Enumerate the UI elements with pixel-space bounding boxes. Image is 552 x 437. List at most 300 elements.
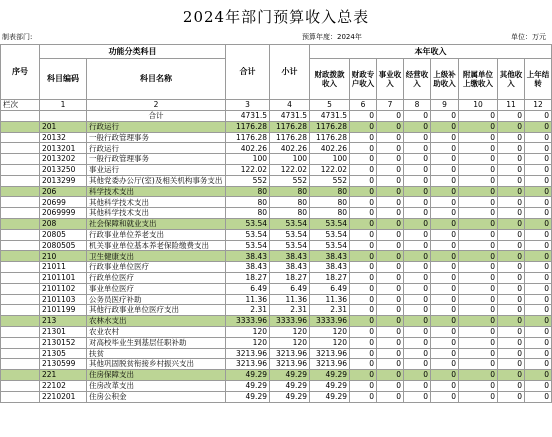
carryover-cell: 0 bbox=[525, 240, 552, 251]
affiliated-cell: 0 bbox=[459, 208, 498, 219]
index-label: 栏次 bbox=[1, 100, 40, 111]
carryover-cell: 0 bbox=[525, 294, 552, 305]
special-cell: 0 bbox=[350, 326, 377, 337]
name-cell: 行政运行 bbox=[87, 143, 226, 154]
carryover-cell: 0 bbox=[525, 186, 552, 197]
code-cell: 2101102 bbox=[40, 283, 87, 294]
upper-subsidy-cell: 0 bbox=[431, 294, 459, 305]
special-cell: 0 bbox=[350, 143, 377, 154]
budget-income-table bbox=[0, 44, 552, 403]
carryover-cell: 0 bbox=[525, 164, 552, 175]
carryover-cell: 0 bbox=[525, 337, 552, 348]
other-cell: 0 bbox=[498, 262, 525, 273]
business-cell: 0 bbox=[377, 251, 404, 262]
operating-cell: 0 bbox=[404, 121, 431, 132]
code-cell: 20805 bbox=[40, 229, 87, 240]
upper-subsidy-cell: 0 bbox=[431, 251, 459, 262]
table-row bbox=[1, 262, 552, 273]
table-row bbox=[1, 391, 552, 402]
operating-cell: 0 bbox=[404, 316, 431, 327]
subtotal-cell: 49.29 bbox=[270, 370, 310, 381]
upper-subsidy-cell: 0 bbox=[431, 164, 459, 175]
seq-header: 序号 bbox=[1, 45, 40, 100]
code-cell: 2080505 bbox=[40, 240, 87, 251]
affiliated-cell: 0 bbox=[459, 326, 498, 337]
seq-cell bbox=[1, 294, 40, 305]
name-cell: 事业运行 bbox=[87, 164, 226, 175]
affiliated-cell: 0 bbox=[459, 154, 498, 165]
subtotal-cell: 100 bbox=[270, 154, 310, 165]
name-header: 科目名称 bbox=[87, 59, 226, 100]
code-cell: 2210201 bbox=[40, 391, 87, 402]
affiliated-cell: 0 bbox=[459, 359, 498, 370]
total-cell: 53.54 bbox=[226, 218, 270, 229]
business-cell: 0 bbox=[377, 240, 404, 251]
fiscal-header: 财政拨款收入 bbox=[310, 59, 350, 100]
operating-cell: 0 bbox=[404, 294, 431, 305]
fiscal-cell: 3333.96 bbox=[310, 316, 350, 327]
seq-cell bbox=[1, 132, 40, 143]
affiliated-cell: 0 bbox=[459, 111, 498, 122]
special-cell: 0 bbox=[350, 316, 377, 327]
code-cell: 2013250 bbox=[40, 164, 87, 175]
seq-cell bbox=[1, 197, 40, 208]
upper-subsidy-cell: 0 bbox=[431, 326, 459, 337]
special-cell: 0 bbox=[350, 208, 377, 219]
carryover-cell: 0 bbox=[525, 175, 552, 186]
subtotal-cell: 49.29 bbox=[270, 391, 310, 402]
code-cell: 21305 bbox=[40, 348, 87, 359]
affiliated-cell: 0 bbox=[459, 121, 498, 132]
affiliated-header: 附属单位上缴收入 bbox=[459, 59, 498, 100]
code-cell: 20699 bbox=[40, 197, 87, 208]
carryover-cell: 0 bbox=[525, 326, 552, 337]
business-header: 事业收入 bbox=[377, 59, 404, 100]
name-cell: 农业农村 bbox=[87, 326, 226, 337]
operating-cell: 0 bbox=[404, 337, 431, 348]
index-cell: 2 bbox=[87, 100, 226, 111]
other-cell: 0 bbox=[498, 251, 525, 262]
operating-cell: 0 bbox=[404, 132, 431, 143]
seq-cell bbox=[1, 359, 40, 370]
affiliated-cell: 0 bbox=[459, 164, 498, 175]
upper-subsidy-cell: 0 bbox=[431, 348, 459, 359]
other-cell: 0 bbox=[498, 305, 525, 316]
business-cell: 0 bbox=[377, 348, 404, 359]
special-cell: 0 bbox=[350, 391, 377, 402]
business-cell: 0 bbox=[377, 316, 404, 327]
other-cell: 0 bbox=[498, 359, 525, 370]
upper-subsidy-cell: 0 bbox=[431, 359, 459, 370]
upper-subsidy-cell: 0 bbox=[431, 111, 459, 122]
code-cell: 2013202 bbox=[40, 154, 87, 165]
affiliated-cell: 0 bbox=[459, 218, 498, 229]
fiscal-cell: 49.29 bbox=[310, 370, 350, 381]
carryover-cell: 0 bbox=[525, 262, 552, 273]
index-cell: 6 bbox=[350, 100, 377, 111]
subtotal-cell: 1176.28 bbox=[270, 132, 310, 143]
code-cell: 208 bbox=[40, 218, 87, 229]
other-cell: 0 bbox=[498, 326, 525, 337]
name-cell: 其他巩固脱贫衔接乡村振兴支出 bbox=[87, 359, 226, 370]
index-cell: 5 bbox=[310, 100, 350, 111]
seq-cell bbox=[1, 305, 40, 316]
upper-subsidy-cell: 0 bbox=[431, 132, 459, 143]
subtotal-cell: 53.54 bbox=[270, 240, 310, 251]
seq-cell bbox=[1, 251, 40, 262]
carryover-cell: 0 bbox=[525, 208, 552, 219]
operating-cell: 0 bbox=[404, 380, 431, 391]
table-row bbox=[1, 337, 552, 348]
affiliated-cell: 0 bbox=[459, 143, 498, 154]
special-cell: 0 bbox=[350, 154, 377, 165]
code-cell: 21011 bbox=[40, 262, 87, 273]
other-cell: 0 bbox=[498, 111, 525, 122]
other-cell: 0 bbox=[498, 218, 525, 229]
subtotal-cell: 80 bbox=[270, 186, 310, 197]
carryover-cell: 0 bbox=[525, 380, 552, 391]
seq-cell bbox=[1, 391, 40, 402]
subtotal-cell: 18.27 bbox=[270, 272, 310, 283]
upper-subsidy-cell: 0 bbox=[431, 283, 459, 294]
special-cell: 0 bbox=[350, 186, 377, 197]
carryover-cell: 0 bbox=[525, 111, 552, 122]
subtotal-cell: 38.43 bbox=[270, 251, 310, 262]
name-cell: 住房保障支出 bbox=[87, 370, 226, 381]
total-cell: 1176.28 bbox=[226, 121, 270, 132]
fiscal-cell: 2.31 bbox=[310, 305, 350, 316]
seq-cell bbox=[1, 272, 40, 283]
total-cell: 49.29 bbox=[226, 370, 270, 381]
business-cell: 0 bbox=[377, 391, 404, 402]
upper-subsidy-header: 上级补助收入 bbox=[431, 59, 459, 100]
name-cell: 公务员医疗补助 bbox=[87, 294, 226, 305]
code-cell: 2101101 bbox=[40, 272, 87, 283]
special-cell: 0 bbox=[350, 218, 377, 229]
operating-cell: 0 bbox=[404, 326, 431, 337]
affiliated-cell: 0 bbox=[459, 348, 498, 359]
name-cell: 农林水支出 bbox=[87, 316, 226, 327]
carryover-cell: 0 bbox=[525, 197, 552, 208]
special-cell: 0 bbox=[350, 197, 377, 208]
code-cell bbox=[40, 111, 87, 122]
total-cell: 1176.28 bbox=[226, 132, 270, 143]
business-cell: 0 bbox=[377, 111, 404, 122]
special-cell: 0 bbox=[350, 164, 377, 175]
carryover-cell: 0 bbox=[525, 251, 552, 262]
prepared-by-label: 制表部门: bbox=[2, 33, 33, 41]
table-row bbox=[1, 294, 552, 305]
total-row bbox=[1, 111, 552, 122]
name-cell: 卫生健康支出 bbox=[87, 251, 226, 262]
carryover-cell: 0 bbox=[525, 391, 552, 402]
operating-cell: 0 bbox=[404, 262, 431, 273]
business-cell: 0 bbox=[377, 229, 404, 240]
other-cell: 0 bbox=[498, 197, 525, 208]
total-cell: 38.43 bbox=[226, 262, 270, 273]
name-cell: 其他科学技术支出 bbox=[87, 208, 226, 219]
carryover-cell: 0 bbox=[525, 359, 552, 370]
other-cell: 0 bbox=[498, 121, 525, 132]
name-cell: 行政事业单位养老支出 bbox=[87, 229, 226, 240]
affiliated-cell: 0 bbox=[459, 370, 498, 381]
table-row bbox=[1, 143, 552, 154]
seq-cell bbox=[1, 143, 40, 154]
total-cell: 402.26 bbox=[226, 143, 270, 154]
operating-cell: 0 bbox=[404, 111, 431, 122]
table-row bbox=[1, 380, 552, 391]
seq-cell bbox=[1, 218, 40, 229]
subtotal-cell: 402.26 bbox=[270, 143, 310, 154]
special-cell: 0 bbox=[350, 380, 377, 391]
upper-subsidy-cell: 0 bbox=[431, 143, 459, 154]
index-cell: 11 bbox=[498, 100, 525, 111]
table-row bbox=[1, 218, 552, 229]
affiliated-cell: 0 bbox=[459, 262, 498, 273]
special-cell: 0 bbox=[350, 348, 377, 359]
special-cell: 0 bbox=[350, 132, 377, 143]
business-cell: 0 bbox=[377, 121, 404, 132]
index-cell: 12 bbox=[525, 100, 552, 111]
fiscal-cell: 49.29 bbox=[310, 391, 350, 402]
operating-header: 经营收入 bbox=[404, 59, 431, 100]
special-cell: 0 bbox=[350, 121, 377, 132]
name-cell: 合计 bbox=[87, 111, 226, 122]
index-row bbox=[1, 100, 552, 111]
code-header: 科目编码 bbox=[40, 59, 87, 100]
table-row bbox=[1, 154, 552, 165]
fiscal-cell: 120 bbox=[310, 337, 350, 348]
business-cell: 0 bbox=[377, 186, 404, 197]
index-cell: 4 bbox=[270, 100, 310, 111]
total-cell: 2.31 bbox=[226, 305, 270, 316]
affiliated-cell: 0 bbox=[459, 305, 498, 316]
subtotal-cell: 120 bbox=[270, 337, 310, 348]
name-cell: 其他行政事业单位医疗支出 bbox=[87, 305, 226, 316]
fiscal-cell: 38.43 bbox=[310, 251, 350, 262]
total-cell: 3213.96 bbox=[226, 348, 270, 359]
operating-cell: 0 bbox=[404, 143, 431, 154]
fiscal-cell: 1176.28 bbox=[310, 121, 350, 132]
other-cell: 0 bbox=[498, 143, 525, 154]
operating-cell: 0 bbox=[404, 240, 431, 251]
business-cell: 0 bbox=[377, 143, 404, 154]
table-row bbox=[1, 208, 552, 219]
special-cell: 0 bbox=[350, 251, 377, 262]
business-cell: 0 bbox=[377, 175, 404, 186]
business-cell: 0 bbox=[377, 294, 404, 305]
carryover-cell: 0 bbox=[525, 143, 552, 154]
currency-unit-label: 单位：万元 bbox=[511, 33, 546, 41]
upper-subsidy-cell: 0 bbox=[431, 316, 459, 327]
total-cell: 49.29 bbox=[226, 380, 270, 391]
seq-cell bbox=[1, 337, 40, 348]
fiscal-cell: 11.36 bbox=[310, 294, 350, 305]
table-row bbox=[1, 370, 552, 381]
table-row bbox=[1, 132, 552, 143]
total-cell: 53.54 bbox=[226, 240, 270, 251]
total-cell: 53.54 bbox=[226, 229, 270, 240]
subtotal-cell: 38.43 bbox=[270, 262, 310, 273]
name-cell: 住房公积金 bbox=[87, 391, 226, 402]
code-cell: 201 bbox=[40, 121, 87, 132]
total-cell: 552 bbox=[226, 175, 270, 186]
business-cell: 0 bbox=[377, 154, 404, 165]
upper-subsidy-cell: 0 bbox=[431, 186, 459, 197]
affiliated-cell: 0 bbox=[459, 175, 498, 186]
upper-subsidy-cell: 0 bbox=[431, 154, 459, 165]
subtotal-cell: 552 bbox=[270, 175, 310, 186]
total-cell: 100 bbox=[226, 154, 270, 165]
seq-cell bbox=[1, 175, 40, 186]
seq-cell bbox=[1, 164, 40, 175]
total-cell: 80 bbox=[226, 197, 270, 208]
business-cell: 0 bbox=[377, 262, 404, 273]
subtotal-cell: 80 bbox=[270, 197, 310, 208]
other-cell: 0 bbox=[498, 272, 525, 283]
other-cell: 0 bbox=[498, 316, 525, 327]
total-cell: 49.29 bbox=[226, 391, 270, 402]
affiliated-cell: 0 bbox=[459, 132, 498, 143]
table-row bbox=[1, 197, 552, 208]
business-cell: 0 bbox=[377, 359, 404, 370]
operating-cell: 0 bbox=[404, 175, 431, 186]
fiscal-cell: 53.54 bbox=[310, 240, 350, 251]
business-cell: 0 bbox=[377, 283, 404, 294]
operating-cell: 0 bbox=[404, 154, 431, 165]
fiscal-cell: 53.54 bbox=[310, 229, 350, 240]
special-cell: 0 bbox=[350, 111, 377, 122]
name-cell: 行政单位医疗 bbox=[87, 272, 226, 283]
subtotal-cell: 3213.96 bbox=[270, 348, 310, 359]
upper-subsidy-cell: 0 bbox=[431, 240, 459, 251]
affiliated-cell: 0 bbox=[459, 391, 498, 402]
code-cell: 22102 bbox=[40, 380, 87, 391]
operating-cell: 0 bbox=[404, 283, 431, 294]
upper-subsidy-cell: 0 bbox=[431, 121, 459, 132]
table-row bbox=[1, 326, 552, 337]
other-cell: 0 bbox=[498, 240, 525, 251]
name-cell: 行政事业单位医疗 bbox=[87, 262, 226, 273]
seq-cell bbox=[1, 240, 40, 251]
seq-cell bbox=[1, 283, 40, 294]
total-cell: 11.36 bbox=[226, 294, 270, 305]
name-cell: 行政运行 bbox=[87, 121, 226, 132]
total-cell: 38.43 bbox=[226, 251, 270, 262]
business-cell: 0 bbox=[377, 370, 404, 381]
other-cell: 0 bbox=[498, 175, 525, 186]
fiscal-cell: 4731.5 bbox=[310, 111, 350, 122]
carryover-cell: 0 bbox=[525, 229, 552, 240]
table-row bbox=[1, 251, 552, 262]
name-cell: 扶贫 bbox=[87, 348, 226, 359]
index-cell: 7 bbox=[377, 100, 404, 111]
name-cell: 科学技术支出 bbox=[87, 186, 226, 197]
fiscal-cell: 49.29 bbox=[310, 380, 350, 391]
index-cell: 10 bbox=[459, 100, 498, 111]
seq-cell bbox=[1, 111, 40, 122]
name-cell: 住房改革支出 bbox=[87, 380, 226, 391]
fiscal-cell: 80 bbox=[310, 197, 350, 208]
special-cell: 0 bbox=[350, 294, 377, 305]
special-cell: 0 bbox=[350, 370, 377, 381]
page-title: 2024年部门预算收入总表 bbox=[182, 8, 370, 26]
code-cell: 2013299 bbox=[40, 175, 87, 186]
other-cell: 0 bbox=[498, 283, 525, 294]
other-cell: 0 bbox=[498, 164, 525, 175]
index-cell: 3 bbox=[226, 100, 270, 111]
carryover-cell: 0 bbox=[525, 370, 552, 381]
other-cell: 0 bbox=[498, 186, 525, 197]
business-cell: 0 bbox=[377, 197, 404, 208]
operating-cell: 0 bbox=[404, 197, 431, 208]
special-cell: 0 bbox=[350, 272, 377, 283]
total-cell: 120 bbox=[226, 337, 270, 348]
other-header: 其他收入 bbox=[498, 59, 525, 100]
affiliated-cell: 0 bbox=[459, 316, 498, 327]
operating-cell: 0 bbox=[404, 359, 431, 370]
code-cell: 2130152 bbox=[40, 337, 87, 348]
code-cell: 21301 bbox=[40, 326, 87, 337]
other-cell: 0 bbox=[498, 132, 525, 143]
subtotal-cell: 80 bbox=[270, 208, 310, 219]
upper-subsidy-cell: 0 bbox=[431, 272, 459, 283]
table-row bbox=[1, 121, 552, 132]
fiscal-cell: 6.49 bbox=[310, 283, 350, 294]
subtotal-cell: 122.02 bbox=[270, 164, 310, 175]
subtotal-cell: 4731.5 bbox=[270, 111, 310, 122]
upper-subsidy-cell: 0 bbox=[431, 175, 459, 186]
seq-cell bbox=[1, 229, 40, 240]
code-cell: 2101199 bbox=[40, 305, 87, 316]
subtotal-cell: 2.31 bbox=[270, 305, 310, 316]
carryover-cell: 0 bbox=[525, 305, 552, 316]
subtotal-cell: 3213.96 bbox=[270, 359, 310, 370]
total-cell: 80 bbox=[226, 208, 270, 219]
business-cell: 0 bbox=[377, 305, 404, 316]
fiscal-cell: 122.02 bbox=[310, 164, 350, 175]
fiscal-cell: 3213.96 bbox=[310, 348, 350, 359]
operating-cell: 0 bbox=[404, 272, 431, 283]
code-cell: 210 bbox=[40, 251, 87, 262]
table-row bbox=[1, 164, 552, 175]
seq-cell bbox=[1, 348, 40, 359]
other-cell: 0 bbox=[498, 370, 525, 381]
carryover-header: 上年结转 bbox=[525, 59, 552, 100]
budget-year-label: 预算年度：2024年 bbox=[302, 33, 362, 41]
fiscal-cell: 3213.96 bbox=[310, 359, 350, 370]
other-cell: 0 bbox=[498, 337, 525, 348]
upper-subsidy-cell: 0 bbox=[431, 262, 459, 273]
total-cell: 6.49 bbox=[226, 283, 270, 294]
subtotal-cell: 120 bbox=[270, 326, 310, 337]
fiscal-cell: 552 bbox=[310, 175, 350, 186]
carryover-cell: 0 bbox=[525, 121, 552, 132]
table-row bbox=[1, 316, 552, 327]
subtotal-cell: 1176.28 bbox=[270, 121, 310, 132]
table-row bbox=[1, 359, 552, 370]
carryover-cell: 0 bbox=[525, 348, 552, 359]
operating-cell: 0 bbox=[404, 391, 431, 402]
func-class-header: 功能分类科目 bbox=[40, 45, 226, 59]
total-cell: 120 bbox=[226, 326, 270, 337]
affiliated-cell: 0 bbox=[459, 186, 498, 197]
total-cell: 4731.5 bbox=[226, 111, 270, 122]
affiliated-cell: 0 bbox=[459, 197, 498, 208]
subtotal-cell: 11.36 bbox=[270, 294, 310, 305]
special-cell: 0 bbox=[350, 283, 377, 294]
total-cell: 3333.96 bbox=[226, 316, 270, 327]
